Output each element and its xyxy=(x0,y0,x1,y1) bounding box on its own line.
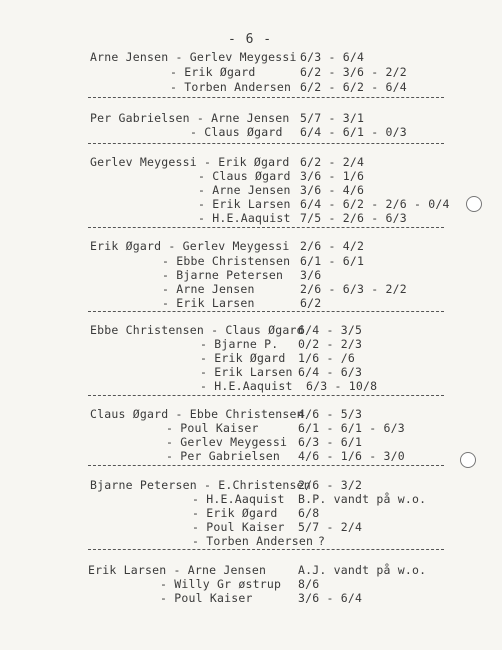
match-score: 6/4 - 6/1 - 0/3 xyxy=(300,125,407,139)
match-score: ? xyxy=(318,534,326,548)
match-left: Ebbe Christensen - Claus Øgard xyxy=(90,323,304,337)
match-left: - H.E.Aaquist xyxy=(198,211,291,225)
match-score: 3/6 - 6/4 xyxy=(298,591,363,605)
match-left: Claus Øgard - Ebbe Christensen xyxy=(90,407,304,421)
match-left: - H.E.Aaquist xyxy=(192,492,285,506)
page-number: - 6 - xyxy=(228,32,273,47)
match-left: - H.E.Aaquist xyxy=(200,379,293,393)
section-divider xyxy=(88,465,444,466)
match-score: 2/6 - 6/3 - 2/2 xyxy=(300,282,407,296)
match-score: 6/3 - 6/4 xyxy=(300,50,365,64)
match-left: - Erik Øgard xyxy=(200,351,286,365)
match-left: Arne Jensen - Gerlev Meygessi xyxy=(90,50,297,64)
match-score: 3/6 - 4/6 xyxy=(300,183,365,197)
match-score: 5/7 - 2/4 xyxy=(298,520,363,534)
binder-hole xyxy=(466,196,482,212)
match-left: - Erik Larsen xyxy=(162,296,255,310)
section-divider xyxy=(88,227,444,228)
match-score: B.P. vandt på w.o. xyxy=(298,492,427,506)
match-score: 2/6 - 3/2 xyxy=(298,478,363,492)
match-left: - Claus Øgard xyxy=(190,125,283,139)
match-left: - Torben Andersen xyxy=(170,80,292,94)
match-score: 6/1 - 6/1 xyxy=(300,254,365,268)
match-score: 6/4 - 6/2 - 2/6 - 0/4 xyxy=(300,197,450,211)
match-score: 3/6 xyxy=(300,268,322,282)
match-score: 1/6 - /6 xyxy=(298,351,355,365)
match-score: 0/2 - 2/3 xyxy=(298,337,363,351)
match-left: - Arne Jensen xyxy=(162,282,255,296)
match-left: Erik Øgard - Gerlev Meygessi xyxy=(90,239,290,253)
match-left: - Willy Gr østrup xyxy=(160,577,282,591)
match-left: - Gerlev Meygessi xyxy=(166,435,288,449)
match-score: 6/4 - 6/3 xyxy=(298,365,363,379)
section-divider xyxy=(88,97,444,98)
binder-hole xyxy=(460,452,476,468)
match-score: 6/3 - 6/1 xyxy=(298,435,363,449)
match-score: 6/3 - 10/8 xyxy=(306,379,378,393)
match-left: Bjarne Petersen - E.Christensen xyxy=(90,478,311,492)
section-divider xyxy=(88,549,444,550)
section-divider xyxy=(88,311,444,312)
match-left: - Erik Larsen xyxy=(200,365,293,379)
match-left: - Poul Kaiser xyxy=(160,591,253,605)
match-score: 6/8 xyxy=(298,506,320,520)
match-left: - Arne Jensen xyxy=(198,183,291,197)
match-score: 7/5 - 2/6 - 6/3 xyxy=(300,211,407,225)
match-left: - Erik Øgard xyxy=(170,65,256,79)
match-score: 6/4 - 3/5 xyxy=(298,323,363,337)
match-left: - Poul Kaiser xyxy=(166,421,259,435)
match-left: - Erik Larsen xyxy=(198,197,291,211)
match-left: - Erik Øgard xyxy=(192,506,278,520)
match-score: 6/2 xyxy=(300,296,322,310)
match-score: 5/7 - 3/1 xyxy=(300,111,365,125)
match-score: 6/2 - 2/4 xyxy=(300,155,365,169)
match-left: - Ebbe Christensen xyxy=(162,254,291,268)
match-left: - Bjarne P. xyxy=(200,337,279,351)
match-left: Erik Larsen - Arne Jensen xyxy=(88,563,267,577)
match-left: - Poul Kaiser xyxy=(192,520,285,534)
match-score: 4/6 - 1/6 - 3/0 xyxy=(298,449,405,463)
match-left: - Bjarne Petersen xyxy=(162,268,284,282)
match-left: Per Gabrielsen - Arne Jensen xyxy=(90,111,290,125)
match-left: - Torben Andersen xyxy=(192,534,314,548)
match-score: 3/6 - 1/6 xyxy=(300,169,365,183)
section-divider xyxy=(88,395,444,396)
match-left: - Per Gabrielsen xyxy=(166,449,280,463)
match-score: 6/2 - 3/6 - 2/2 xyxy=(300,65,407,79)
match-left: - Claus Øgard xyxy=(198,169,291,183)
match-score: 4/6 - 5/3 xyxy=(298,407,363,421)
match-score: 8/6 xyxy=(298,577,320,591)
match-score: 2/6 - 4/2 xyxy=(300,239,365,253)
match-score: 6/2 - 6/2 - 6/4 xyxy=(300,80,407,94)
match-left: Gerlev Meygessi - Erik Øgard xyxy=(90,155,290,169)
section-divider xyxy=(88,143,444,144)
match-score: A.J. vandt på w.o. xyxy=(298,563,427,577)
match-score: 6/1 - 6/1 - 6/3 xyxy=(298,421,405,435)
